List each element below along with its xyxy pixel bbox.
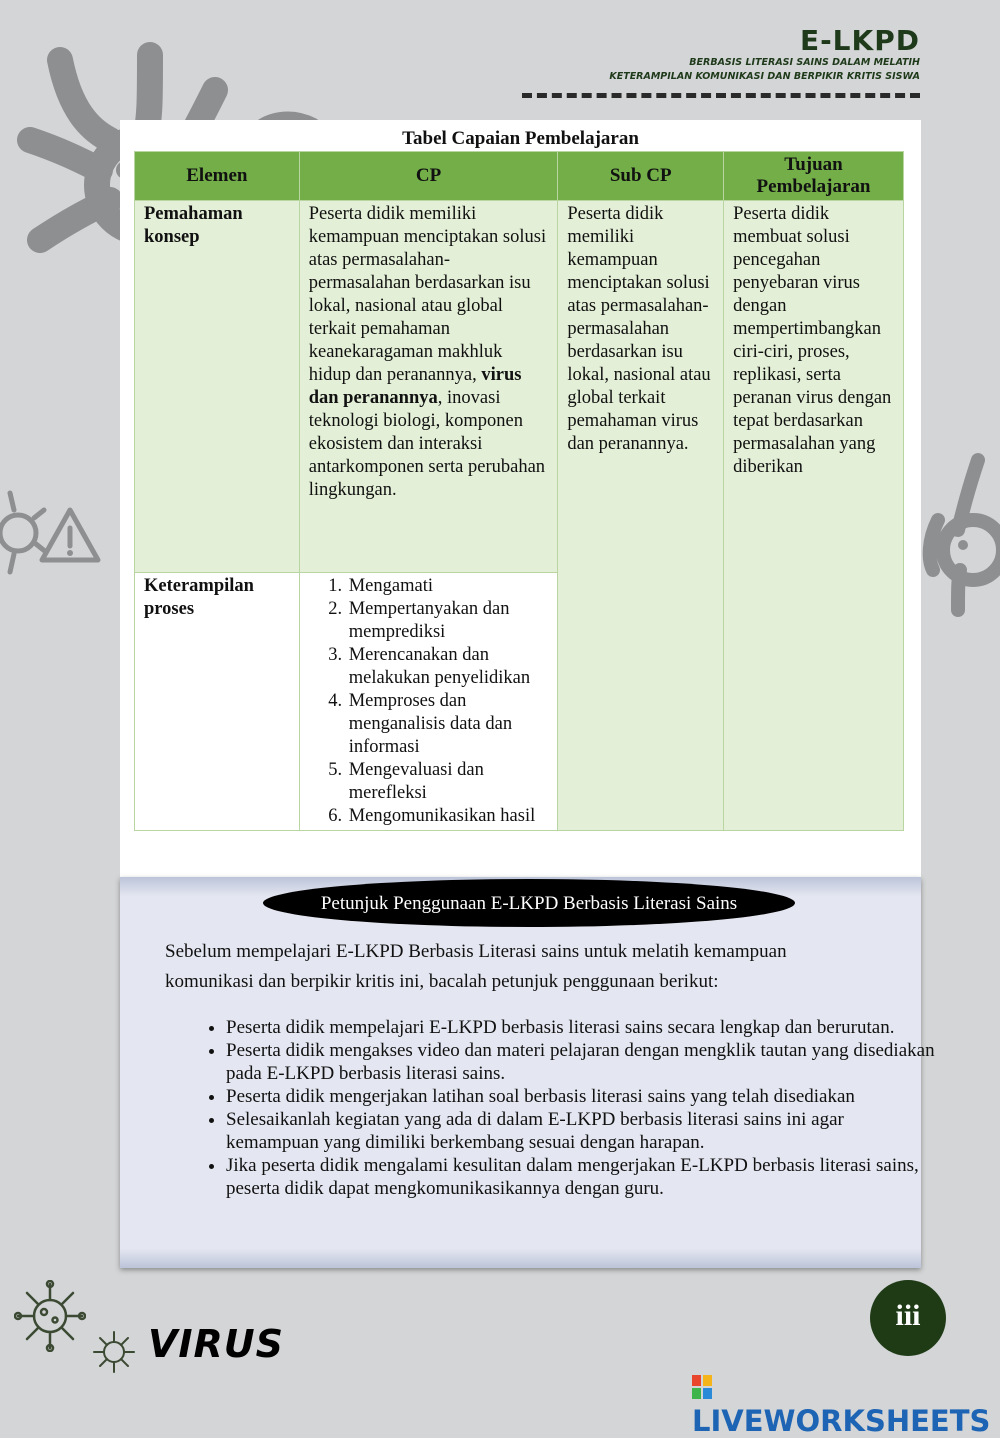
page-number: iii bbox=[870, 1280, 946, 1356]
list-item: 1. Mengamati bbox=[347, 575, 549, 598]
table-caption: Tabel Capaian Pembelajaran bbox=[402, 128, 639, 149]
liveworksheets-brand[interactable] bbox=[692, 1370, 1000, 1438]
liveworksheets-logo-icon bbox=[692, 1375, 712, 1399]
app-title: E-LKPD bbox=[799, 24, 920, 57]
virus-label: VIRUS bbox=[148, 1322, 285, 1366]
germ-decoration-icon bbox=[0, 488, 105, 583]
cp-text-end: , inovasi teknologi biologi, komponen ekosistem dan interaksi antarkomponen serta perubahan lingkungan. bbox=[308, 388, 546, 500]
cp-text: Peserta didik memiliki kemampuan menciptakan solusi atas permasalahan-permasalahan berdasarkan isu lokal, nasional atau global terkait pemahaman keanekaragaman makhluk hidup dan peranannya, bbox=[308, 204, 547, 385]
element-cell: Pemahaman konsep bbox=[135, 201, 300, 573]
column-header-cp: CP bbox=[299, 152, 558, 201]
list-item: 2. Mempertanyakan dan memprediksi bbox=[347, 598, 549, 644]
table-row bbox=[135, 201, 904, 573]
element-cell: Keterampilan proses bbox=[135, 573, 300, 831]
header-subtitle-line2: KETERAMPILAN KOMUNIKASI DAN BERPIKIR KRITIS SISWA bbox=[609, 71, 920, 82]
list-item: 6. Mengomunikasikan hasil bbox=[347, 805, 549, 828]
process-steps-list bbox=[309, 575, 549, 828]
instructions-title: Petunjuk Penggunaan E-LKPD Berbasis Literasi Sains bbox=[263, 879, 795, 927]
list-item: 4. Memproses dan menganalisis data dan informasi bbox=[347, 690, 549, 759]
table-header-row bbox=[135, 152, 904, 201]
virus-decoration-right-icon bbox=[918, 450, 1000, 635]
tujuan-cell: Peserta didik membuat solusi pencegahan penyebaran virus dengan mempertimbangkan ciri-ciri, proses, replikasi, serta peranan virus dengan tepat berdasarkan permasalahan yang diberikan bbox=[724, 201, 904, 831]
germ-icon bbox=[14, 1280, 86, 1352]
list-item: • Peserta didik mempelajari E-LKPD berbasis literasi sains secara lengkap dan berurutan. bbox=[226, 1016, 936, 1039]
learning-outcomes-table bbox=[134, 151, 904, 831]
list-item: • Peserta didik mengakses video dan materi pelajaran dengan mengklik tautan yang disediakan pada E-LKPD berbasis literasi sains. bbox=[226, 1039, 936, 1085]
small-germ-icon bbox=[92, 1330, 136, 1374]
column-header-tujuan: Tujuan Pembelajaran bbox=[724, 152, 904, 201]
process-steps-cell bbox=[299, 573, 558, 831]
sub-cp-cell: Peserta didik memiliki kemampuan menciptakan solusi atas permasalahan-permasalahan berdasarkan isu lokal, nasional atau global terkait pemahaman virus dan peranannya. bbox=[558, 201, 724, 831]
column-header-elemen: Elemen bbox=[135, 152, 300, 201]
column-header-sub-cp: Sub CP bbox=[558, 152, 724, 201]
cp-bold-text: virus dan peranannya bbox=[308, 365, 522, 408]
instructions-list bbox=[180, 1016, 936, 1200]
list-item: 3. Merencanakan dan melakukan penyelidikan bbox=[347, 644, 549, 690]
header-divider bbox=[522, 93, 920, 98]
list-item: • Selesaikanlah kegiatan yang ada di dalam E-LKPD berbasis literasi sains ini agar kemampuan yang dimiliki berkembang sesuai dengan harapan. bbox=[226, 1108, 936, 1154]
instructions-intro: Sebelum mempelajari E-LKPD Berbasis Literasi sains untuk melatih kemampuan komunikasi dan berpikir kritis ini, bacalah petunjuk penggunaan berikut: bbox=[165, 941, 787, 992]
cp-cell bbox=[299, 201, 558, 573]
header-subtitle bbox=[609, 56, 920, 84]
list-item: • Jika peserta didik mengalami kesulitan dalam mengerjakan E-LKPD berbasis literasi sains, peserta didik dapat mengkomunikasikannya dengan guru. bbox=[226, 1154, 936, 1200]
brand-name: LIVEWORKSHEETS bbox=[692, 1404, 991, 1438]
list-item: • Peserta didik mengerjakan latihan soal berbasis literasi sains yang telah disediakan bbox=[226, 1085, 936, 1108]
list-item: 5. Mengevaluasi dan merefleksi bbox=[347, 759, 549, 805]
header-subtitle-line1: BERBASIS LITERASI SAINS DALAM MELATIH bbox=[689, 57, 920, 68]
